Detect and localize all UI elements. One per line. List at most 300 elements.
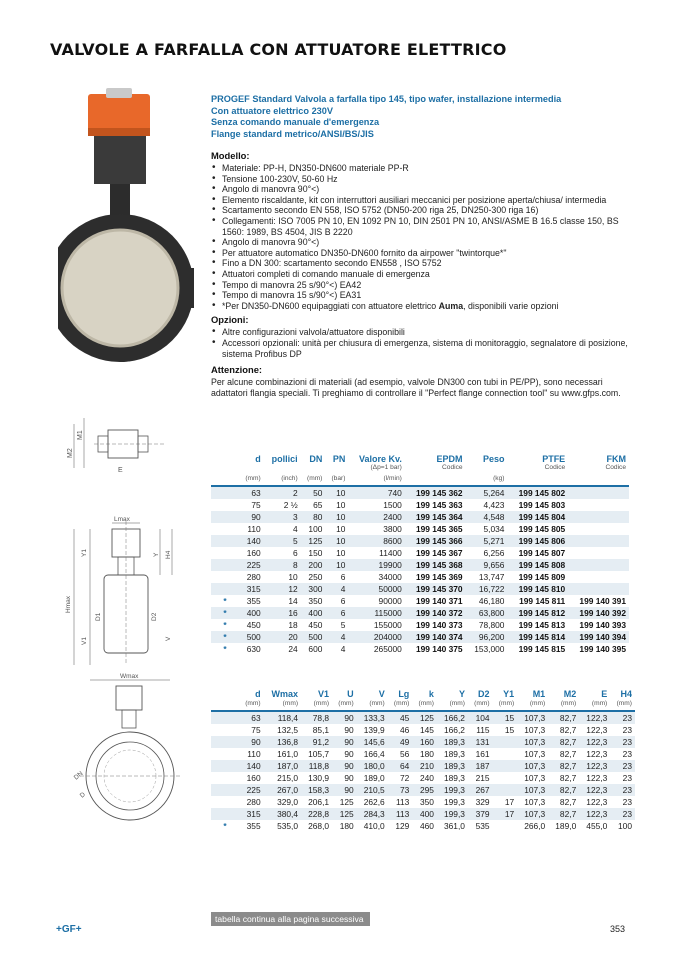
column-subheader: [301, 464, 326, 474]
table-cell: 63: [239, 711, 264, 724]
table-cell: 115: [476, 725, 490, 735]
table-row: [211, 571, 629, 583]
table-cell: 10: [325, 511, 348, 523]
label-m2: M2: [67, 448, 74, 458]
row-marker: [211, 736, 239, 748]
actuator-housing: [94, 136, 146, 184]
column-header: k: [428, 689, 434, 699]
table-cell: 199,3: [437, 784, 468, 796]
table-cell: 355: [246, 821, 261, 831]
modello-item: • Attuatori completi di comando manuale di emergenza: [211, 269, 631, 280]
table-cell: 23: [610, 711, 635, 724]
table-cell: 4: [340, 644, 346, 654]
table-cell: 82,7: [548, 760, 579, 772]
column-unit: (mm): [517, 699, 548, 711]
table-cell: 400: [412, 808, 437, 820]
table-row: [211, 736, 635, 748]
table-cell: 8: [264, 559, 301, 571]
table-cell: 6: [293, 548, 298, 558]
table-cell: 73: [388, 784, 413, 796]
table-cell: 72: [399, 773, 410, 783]
label-d2: D2: [151, 612, 158, 621]
product-code-cell: 199 140 391: [579, 596, 626, 606]
table-cell: 91,2: [301, 736, 332, 748]
table-cell: 56: [399, 749, 410, 759]
column-header: Y: [458, 689, 465, 699]
table-cell: 187: [468, 760, 493, 772]
product-code-cell: 199 140 392: [568, 607, 629, 619]
column-unit: (mm): [468, 699, 493, 711]
label-hmax: Hmax: [65, 596, 72, 613]
table-cell: 450: [246, 620, 261, 630]
table-cell: 455,0: [586, 821, 608, 831]
row-marker: [211, 486, 239, 499]
product-code-cell: 199 145 368: [405, 559, 466, 571]
table-cell: [493, 784, 518, 796]
table-cell: 160: [246, 548, 261, 558]
table-cell: 12: [264, 583, 301, 595]
column-header: d: [255, 689, 261, 699]
table-cell: 24: [288, 644, 298, 654]
table-cell: 82,7: [548, 711, 579, 724]
product-code-cell: 199 145 802: [507, 486, 568, 499]
product-code-cell: 199 145 810: [507, 583, 568, 595]
row-marker: [211, 760, 239, 772]
table-row: [211, 711, 635, 724]
column-unit: (mm): [239, 699, 264, 711]
table-cell: 8600: [348, 535, 404, 547]
table-cell: 10: [325, 535, 348, 547]
row-marker: [211, 748, 239, 760]
table-cell: 110: [247, 749, 261, 759]
table-cell: 17: [504, 797, 515, 807]
product-code-cell: 199 140 371: [415, 596, 463, 606]
table-cell: 240: [419, 773, 434, 783]
product-description: [211, 94, 631, 398]
table-cell: 90: [344, 749, 354, 759]
product-code-cell: 199 140 372: [405, 607, 466, 619]
table-cell: 166,4: [363, 749, 385, 759]
row-marker: *: [223, 620, 227, 630]
table-cell: 82,7: [548, 736, 579, 748]
table-cell: 145: [419, 725, 434, 735]
table-cell: 122,3: [579, 736, 610, 748]
row-marker: [211, 796, 239, 808]
product-code-cell: 199 145 811: [519, 596, 566, 606]
table-cell: 2400: [348, 511, 404, 523]
table-cell: 90: [332, 736, 357, 748]
product-code-cell: 199 145 809: [518, 572, 566, 582]
table-row: [211, 511, 629, 523]
table-cell: 90: [332, 784, 357, 796]
table-cell: 400: [239, 607, 264, 619]
table-cell: 380,4: [264, 808, 301, 820]
table-row: [211, 499, 629, 511]
table-cell: 63,800: [466, 607, 508, 619]
table-cell: 82,7: [559, 797, 577, 807]
table-cell: 122,3: [586, 797, 608, 807]
product-code-cell: 199 140 374: [405, 631, 466, 643]
table-row: [211, 820, 635, 832]
table-cell: 204000: [348, 631, 404, 643]
product-code-cell: [568, 547, 629, 559]
table-cell: 125: [332, 808, 357, 820]
table-cell: 315: [239, 583, 264, 595]
table-cell: 104: [468, 711, 493, 724]
table-cell: 4: [325, 631, 348, 643]
dimensions-table: [211, 689, 635, 832]
product-code-cell: 199 140 394: [568, 631, 629, 643]
table-row: [211, 784, 635, 796]
product-code-cell: 199 145 367: [415, 548, 463, 558]
table-cell: 10: [336, 524, 346, 534]
table-cell: 200: [301, 559, 326, 571]
row-marker: [211, 511, 239, 523]
table-cell: 18: [288, 620, 298, 630]
table-cell: 740: [348, 486, 404, 499]
table-cell: 187,0: [264, 760, 301, 772]
table-cell: 158,3: [301, 784, 332, 796]
column-unit: [568, 474, 629, 486]
column-header: V1: [318, 689, 330, 699]
table-cell: [493, 736, 518, 748]
label-y1: Y1: [81, 549, 88, 557]
product-code-cell: 199 145 807: [518, 548, 566, 558]
row-marker: [211, 724, 239, 736]
table-row: [211, 523, 629, 535]
table-cell: 267,0: [264, 784, 301, 796]
table-cell: 166,2: [443, 725, 465, 735]
column-header: E: [601, 689, 608, 699]
column-unit: (mm): [239, 474, 264, 486]
column-header: Valore Kv.: [358, 454, 402, 464]
table-cell: 150: [308, 548, 323, 558]
product-code-cell: 199 145 370: [405, 583, 466, 595]
table-cell: 361,0: [443, 821, 465, 831]
column-unit: (mm): [437, 699, 468, 711]
table-cell: 125: [412, 711, 437, 724]
product-code-cell: 199 145 806: [507, 535, 568, 547]
column-unit: (mm): [357, 699, 388, 711]
product-image: [58, 88, 203, 378]
gf-logo: +GF+: [56, 924, 82, 935]
table-cell: 139,9: [363, 725, 385, 735]
table-cell: 5,034: [483, 524, 505, 534]
table-cell: 65: [313, 500, 323, 510]
label-v: V: [165, 636, 172, 641]
table-cell: 145,6: [357, 736, 388, 748]
table-cell: 166,2: [437, 711, 468, 724]
table-cell: 90: [332, 711, 357, 724]
table-cell: 23: [622, 749, 632, 759]
table-row: [211, 760, 635, 772]
product-code-cell: 199 140 373: [415, 620, 463, 630]
table-cell: 46: [399, 725, 410, 735]
table-cell: 122,3: [579, 784, 610, 796]
table-cell: 329,0: [277, 797, 299, 807]
table-cell: 4,423: [483, 500, 505, 510]
column-header: V: [378, 689, 385, 699]
table-cell: 206,1: [308, 797, 330, 807]
table-cell: 199,3: [443, 797, 465, 807]
table-cell: 90: [332, 760, 357, 772]
modello-item: • Materiale: PP-H, DN350-DN600 materiale PP-R: [211, 163, 631, 174]
table-cell: 350: [308, 596, 323, 606]
column-header: FKM: [606, 454, 626, 464]
table-cell: 82,7: [548, 784, 579, 796]
table-cell: 140: [239, 760, 264, 772]
row-marker: *: [223, 821, 227, 831]
table-cell: 160: [412, 736, 437, 748]
table-cell: 189,3: [437, 736, 468, 748]
modello-heading: Modello:: [211, 150, 250, 161]
column-header: EPDM: [436, 454, 463, 464]
product-code-cell: 199 145 369: [415, 572, 463, 582]
table-cell: 85,1: [312, 725, 330, 735]
product-code-cell: 199 145 805: [518, 524, 566, 534]
row-marker: [211, 535, 239, 547]
intro-line: Senza comando manuale d'emergenza: [211, 117, 380, 127]
table-cell: 107,3: [524, 773, 546, 783]
opzioni-list: [211, 327, 631, 359]
table-cell: 6: [325, 607, 348, 619]
column-header: D2: [478, 689, 490, 699]
column-unit: (mm): [301, 699, 332, 711]
table-row: [211, 486, 629, 499]
table-cell: 50000: [348, 583, 404, 595]
table-cell: 107,3: [517, 760, 548, 772]
table-cell: 16: [264, 607, 301, 619]
table-cell: 15: [504, 725, 515, 735]
table-cell: 82,7: [559, 725, 577, 735]
table-cell: 5: [264, 535, 301, 547]
table-cell: 350: [419, 797, 434, 807]
row-marker: [211, 559, 239, 571]
table-cell: 63: [239, 486, 264, 499]
table-cell: 5: [340, 620, 346, 630]
table-cell: 630: [246, 644, 261, 654]
intro-line: Con attuatore elettrico 230V: [211, 105, 334, 116]
order-codes-table: [211, 454, 629, 655]
table-cell: 14: [288, 596, 298, 606]
table-cell: 10: [325, 559, 348, 571]
table-cell: 11400: [379, 548, 402, 558]
table-cell: 23: [622, 797, 632, 807]
table-cell: 284,3: [357, 808, 388, 820]
table-cell: 329: [475, 797, 490, 807]
label-d: D: [78, 791, 87, 800]
label-y: Y: [153, 552, 160, 557]
table-cell: 82,7: [559, 773, 577, 783]
row-marker: [211, 772, 239, 784]
table-cell: 90: [239, 511, 264, 523]
table-cell: 131: [468, 736, 493, 748]
modello-item: • Tempo di manovra 25 s/90°<) EA42: [211, 280, 631, 291]
valve-neck: [110, 184, 130, 218]
product-code-cell: 199 140 395: [579, 644, 626, 654]
label-m1: M1: [77, 430, 84, 440]
table-cell: 153,000: [474, 644, 505, 654]
table-row: [211, 547, 629, 559]
column-header: U: [347, 689, 354, 699]
table-row: [211, 808, 635, 820]
table-cell: 10: [288, 572, 298, 582]
row-marker: *: [211, 607, 239, 619]
modello-item: • Collegamenti: ISO 7005 PN 10, EN 1092 PN 10, DIN 2501 PN 10, ANSI/ASME B 16.5 classe 150, BS 1560: 1989, BS 4504, JIS B 2220: [211, 216, 631, 237]
product-code-cell: 199 145 804: [507, 511, 568, 523]
table-cell: 2 ½: [283, 500, 298, 510]
table-cell: 410,0: [363, 821, 385, 831]
table-cell: 500: [239, 631, 264, 643]
table-cell: 23: [610, 760, 635, 772]
actuator-cap: [106, 88, 132, 98]
table-cell: 262,6: [363, 797, 385, 807]
product-code-cell: [568, 523, 629, 535]
table-cell: 189,3: [437, 760, 468, 772]
table-cell: 500: [301, 631, 326, 643]
label-lmax: Lmax: [114, 516, 130, 523]
column-header: M2: [563, 689, 577, 699]
table-cell: 78,800: [478, 620, 505, 630]
column-subheader: [264, 464, 301, 474]
table-cell: 46,180: [478, 596, 505, 606]
table-row: [211, 748, 635, 760]
opzioni-item: • Accessori opzionali: unità per chiusura di emergenza, sistema di monitoraggio, segnalatore di posizione, sistema Profibus DP: [211, 338, 631, 359]
table-cell: 78,8: [301, 711, 332, 724]
product-code-cell: [568, 571, 629, 583]
table-cell: 189,0: [555, 821, 577, 831]
table-cell: 125: [339, 797, 354, 807]
column-subheader: Codice: [605, 464, 626, 471]
table-cell: 3: [264, 511, 301, 523]
column-subheader: [466, 464, 508, 474]
table-cell: 161,0: [277, 749, 299, 759]
column-header: Peso: [482, 454, 505, 464]
table-cell: 6: [340, 596, 346, 606]
table-cell: 107,3: [524, 725, 546, 735]
column-unit: (mm): [579, 699, 610, 711]
label-d1: D1: [95, 612, 102, 621]
intro-line: PROGEF Standard Valvola a farfalla tipo 145, tipo wafer, installazione intermedia: [211, 94, 562, 104]
column-header: DN: [309, 454, 323, 464]
table-cell: 118,4: [264, 711, 301, 724]
table-cell: 13,747: [478, 572, 505, 582]
label-v1: V1: [81, 637, 88, 645]
table-cell: 122,3: [586, 749, 608, 759]
table-cell: 199,3: [437, 808, 468, 820]
table-cell: 122,3: [579, 711, 610, 724]
table-row: [211, 559, 629, 571]
product-code-cell: 199 140 393: [579, 620, 626, 630]
table-cell: 115000: [348, 607, 404, 619]
table-row: [211, 631, 629, 643]
table-cell: 315: [239, 808, 264, 820]
product-code-cell: 199 145 815: [518, 644, 566, 654]
column-unit: (inch): [264, 474, 301, 486]
table-cell: 90: [344, 773, 354, 783]
column-header: Wmax: [271, 689, 299, 699]
table-cell: 4,548: [466, 511, 508, 523]
table-row: [211, 772, 635, 784]
table-cell: 5,271: [466, 535, 508, 547]
table-cell: 20: [264, 631, 301, 643]
product-code-cell: [568, 486, 629, 499]
table-cell: 23: [610, 808, 635, 820]
table-cell: 107,3: [524, 749, 546, 759]
table-cell: 64: [388, 760, 413, 772]
table-cell: 113: [388, 808, 413, 820]
table-cell: 180: [419, 749, 434, 759]
page-title: VALVOLE A FARFALLA CON ATTUATORE ELETTRICO: [50, 40, 507, 59]
table-cell: 267: [468, 784, 493, 796]
table-cell: 2: [264, 486, 301, 499]
table-cell: 180: [339, 821, 354, 831]
modello-item: • Fino a DN 300: scartamento secondo EN558 , ISO 5752: [211, 258, 631, 269]
column-header: H4: [620, 689, 632, 699]
product-code-cell: 199 140 375: [415, 644, 463, 654]
table-cell: 80: [301, 511, 326, 523]
table-cell: 49: [388, 736, 413, 748]
table-cell: 535,0: [277, 821, 299, 831]
table-cell: 75: [251, 500, 261, 510]
table-cell: 23: [622, 725, 632, 735]
product-code-cell: 199 145 813: [518, 620, 566, 630]
product-code-cell: 199 145 812: [507, 607, 568, 619]
product-code-cell: 199 145 364: [405, 511, 466, 523]
modello-item: • Angolo di manovra 90°<): [211, 237, 631, 248]
table-cell: 129: [395, 821, 410, 831]
front-view-drawing: [60, 672, 190, 832]
modello-item: • Elemento riscaldante, kit con interruttori ausiliari meccanici per posizione aperta/chiusa/ intermedia: [211, 195, 631, 206]
continued-note: tabella continua alla pagina successiva: [211, 912, 370, 926]
column-header: PN: [332, 454, 346, 464]
table-cell: 113: [395, 797, 410, 807]
row-marker: *: [211, 631, 239, 643]
table-row: [211, 583, 629, 595]
table-cell: 400: [301, 607, 326, 619]
row-marker: [211, 784, 239, 796]
table-cell: 136,8: [264, 736, 301, 748]
table-cell: 268,0: [308, 821, 330, 831]
top-view-drawing: [64, 410, 184, 480]
table-row: [211, 796, 635, 808]
page-number: 353: [610, 924, 626, 934]
table-cell: 155000: [373, 620, 402, 630]
modello-item: • Tensione 100-230V, 50-60 Hz: [211, 174, 631, 185]
table-cell: 210,5: [357, 784, 388, 796]
table-cell: 280: [246, 797, 261, 807]
label-dn: DN: [72, 770, 85, 782]
product-code-cell: 199 145 366: [405, 535, 466, 547]
column-unit: (mm): [412, 699, 437, 711]
table-cell: 122,3: [579, 760, 610, 772]
table-cell: 280: [246, 572, 261, 582]
table-cell: 10: [336, 548, 346, 558]
row-marker: [211, 571, 239, 583]
table-cell: 228,8: [301, 808, 332, 820]
table-cell: 100: [308, 524, 323, 534]
table-cell: 6,256: [483, 548, 505, 558]
table-cell: 189,0: [363, 773, 385, 783]
label-h4: H4: [165, 550, 172, 559]
table-cell: 107,3: [524, 797, 546, 807]
table-cell: [493, 772, 518, 784]
product-code-cell: [568, 499, 629, 511]
table-cell: 50: [301, 486, 326, 499]
table-cell: 4: [325, 583, 348, 595]
column-unit: (mm): [610, 699, 635, 711]
table-cell: 300: [301, 583, 326, 595]
